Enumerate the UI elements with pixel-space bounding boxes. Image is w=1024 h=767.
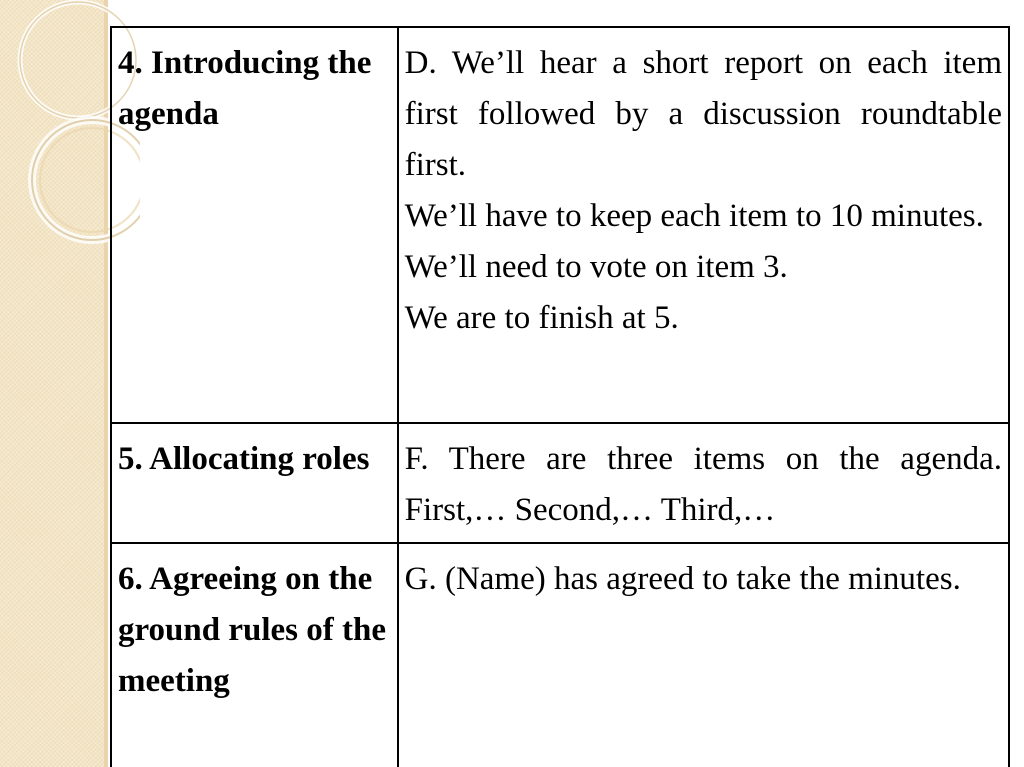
phrases-cell (398, 27, 1009, 423)
phrase-text: G. (Name) has agreed to take the minutes. (404, 561, 961, 597)
stage-cell: 5. Allocating roles (111, 423, 398, 543)
table-row (111, 423, 1009, 543)
phrase-text: D. We’ll hear a short report on each item first followed by a discussion roundtable first. (404, 45, 1002, 183)
table-row (111, 543, 1009, 767)
stage-cell: 4. Introducing the agenda (111, 27, 398, 423)
phrase-text: We’ll have to keep each item to 10 minutes. (404, 198, 984, 234)
phrase-text: We are to finish at 5. (404, 300, 679, 336)
stage-cell: 6. Agreeing on the ground rules of the meeting (111, 543, 398, 767)
phrase-text: F. There are three items on the agenda. First,… Second,… Third,… (404, 441, 1002, 528)
phrases-cell (398, 543, 1009, 767)
phrase-text: We’ll need to vote on item 3. (404, 249, 788, 285)
agenda-table-container (110, 26, 1010, 767)
phrases-cell (398, 423, 1009, 543)
agenda-table (110, 26, 1010, 767)
table-row (111, 27, 1009, 423)
